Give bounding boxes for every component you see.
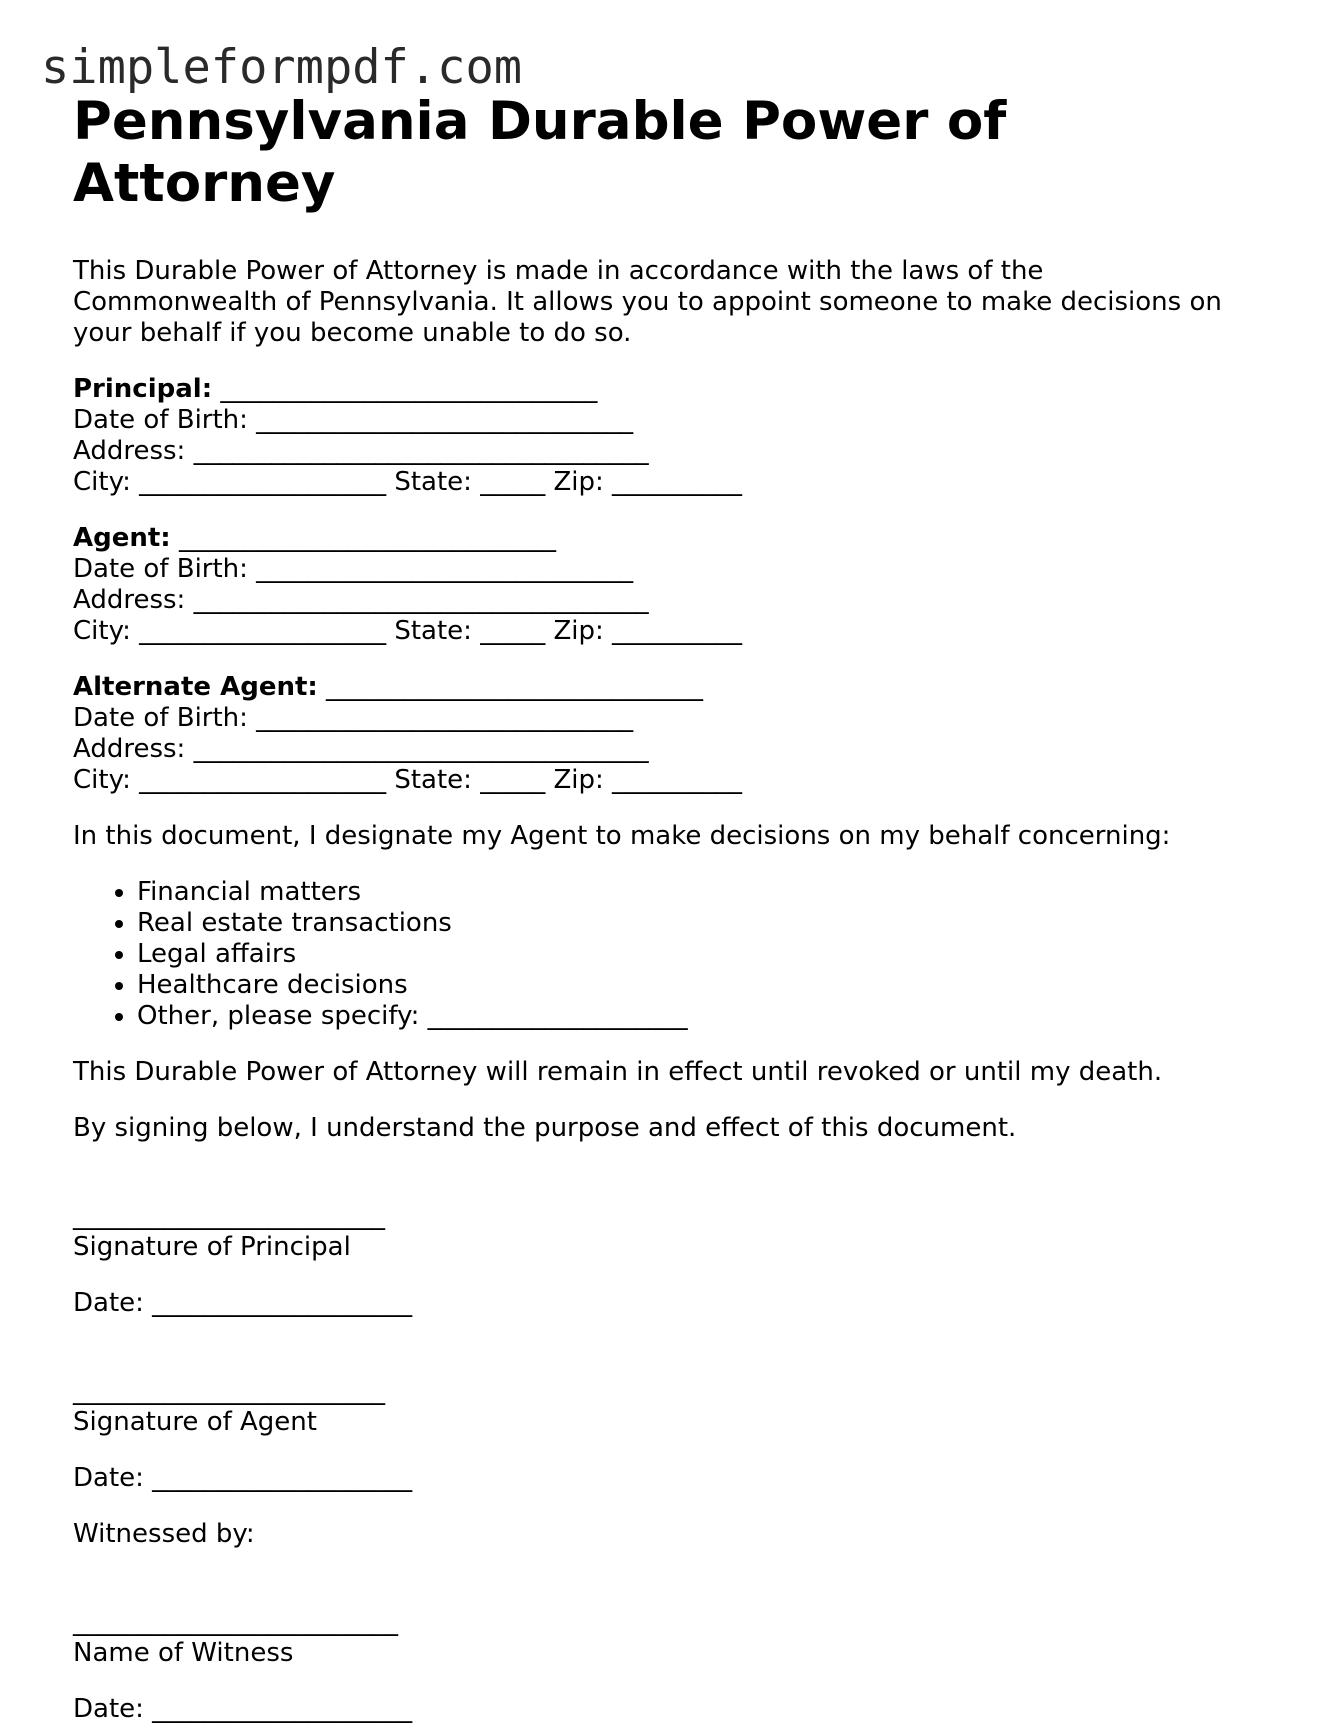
page-title (73, 91, 1253, 215)
principal-label: Principal: (73, 374, 213, 404)
principal-section (73, 374, 1253, 498)
principal-name-blank: _____________________________ (212, 374, 598, 404)
agent-dob-field[interactable]: Date of Birth: _____________________________ (73, 554, 634, 584)
intro-line: Commonwealth of Pennsylvania. It allows you to appoint someone to make decisions on (73, 287, 1222, 317)
principal-city-state-zip-field[interactable]: City: ___________________ State: _____ Zip: __________ (73, 467, 743, 497)
alternate-agent-address-field[interactable]: Address: ___________________________________ (73, 734, 649, 764)
alternate-agent-city-state-zip-field[interactable]: City: ___________________ State: _____ Zip: __________ (73, 765, 743, 795)
other-specify-field[interactable]: • Other, please specify: ____________________ (137, 1001, 1253, 1032)
list-item: • Real estate transactions (137, 908, 1253, 939)
alternate-agent-section (73, 672, 1253, 796)
agent-name-blank: _____________________________ (170, 523, 556, 553)
agent-signature-label: Signature of Agent (73, 1407, 317, 1437)
alternate-agent-name-field[interactable] (73, 672, 1253, 703)
list-item: • Financial matters (137, 877, 1253, 908)
intro-paragraph (73, 256, 1253, 349)
intro-line: This Durable Power of Attorney is made in accordance with the laws of the (73, 256, 1044, 286)
agent-section (73, 523, 1253, 647)
signing-paragraph: By signing below, I understand the purpose and effect of this document. (73, 1113, 1017, 1143)
intro-line: your behalf if you become unable to do so. (73, 318, 632, 348)
watermark-text: simpleformpdf.com (41, 40, 523, 95)
principal-date-field[interactable]: Date: ____________________ (73, 1288, 413, 1318)
agent-signature-line[interactable]: ________________________ (73, 1376, 385, 1406)
document-body (73, 91, 1253, 1725)
agent-label: Agent: (73, 523, 171, 553)
list-item: • Legal affairs (137, 939, 1253, 970)
principal-name-field[interactable] (73, 374, 1253, 405)
alternate-agent-label: Alternate Agent: (73, 672, 318, 702)
principal-dob-field[interactable]: Date of Birth: _____________________________ (73, 405, 634, 435)
witnessed-by-label: Witnessed by: (73, 1519, 255, 1549)
principal-address-field[interactable]: Address: ___________________________________ (73, 436, 649, 466)
alternate-agent-name-blank: _____________________________ (317, 672, 704, 702)
list-item: • Healthcare decisions (137, 970, 1253, 1001)
principal-signature-line[interactable]: ________________________ (73, 1201, 385, 1231)
powers-list (73, 877, 1253, 1032)
title-line-2: Attorney (73, 153, 336, 214)
signature-section (73, 1144, 1253, 1725)
effect-paragraph: This Durable Power of Attorney will remain in effect until revoked or until my death. (73, 1057, 1163, 1087)
agent-address-field[interactable]: Address: ___________________________________ (73, 585, 649, 615)
witness-name-line[interactable]: _________________________ (73, 1607, 398, 1637)
agent-name-field[interactable] (73, 523, 1253, 554)
agent-city-state-zip-field[interactable]: City: ___________________ State: _____ Zip: __________ (73, 616, 743, 646)
principal-signature-label: Signature of Principal (73, 1232, 351, 1262)
agent-date-field[interactable]: Date: ____________________ (73, 1463, 413, 1493)
witness-date-field[interactable]: Date: ____________________ (73, 1694, 413, 1724)
witness-name-label: Name of Witness (73, 1638, 294, 1668)
title-line-1: Pennsylvania Durable Power of (73, 91, 1007, 152)
designate-paragraph: In this document, I designate my Agent to make decisions on my behalf concerning: (73, 821, 1171, 851)
alternate-agent-dob-field[interactable]: Date of Birth: _____________________________ (73, 703, 634, 733)
